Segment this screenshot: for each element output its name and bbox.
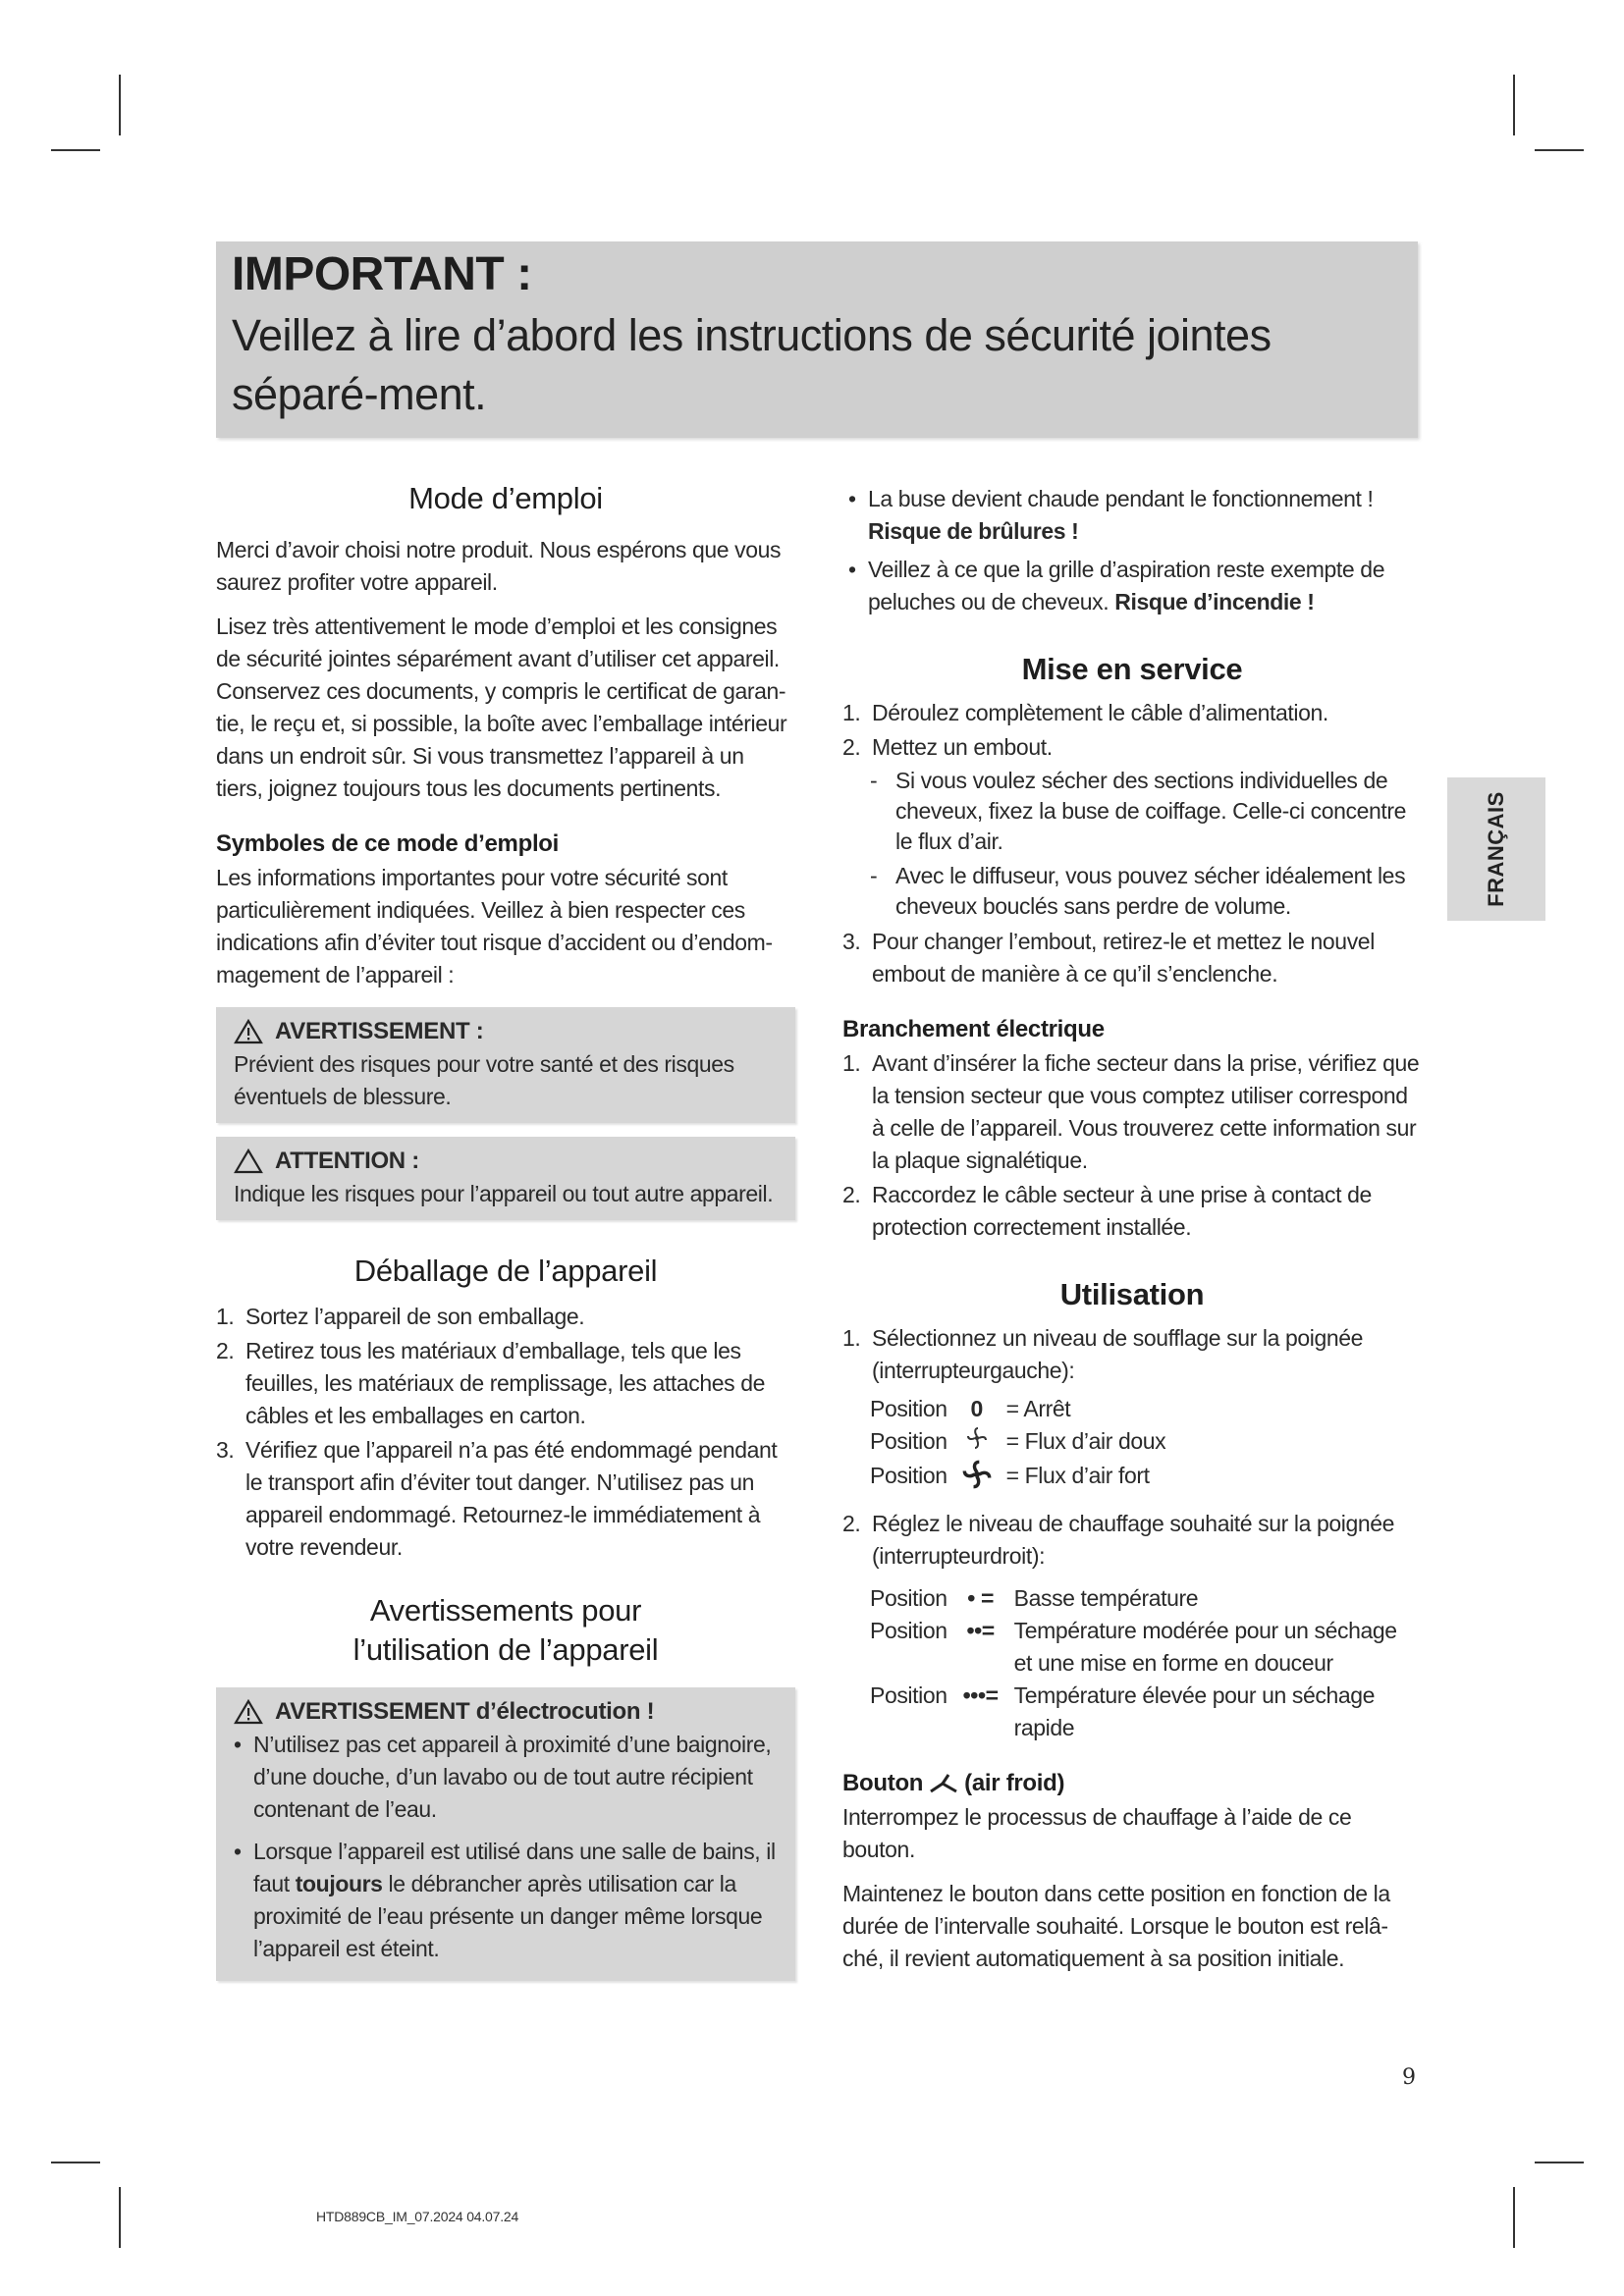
- left-column: [216, 481, 795, 1995]
- utilisation-list-2: [842, 1508, 1422, 1573]
- section-heading-mise-en-service: Mise en service: [1021, 652, 1243, 686]
- table-row: Position = Flux d’air doux: [870, 1425, 1173, 1460]
- list-item: 1. Déroulez complètement le câble d’alimentation.: [842, 700, 1328, 725]
- mise-en-service-list: [842, 697, 1422, 990]
- page-number: 9: [1402, 2065, 1416, 2090]
- table-row: Position = Flux d’air fort: [870, 1460, 1173, 1498]
- list-item: 1. Sélectionnez un niveau de soufflage sur la poignée (interrupteurgauche):: [842, 1325, 1364, 1383]
- utilisation-list: [842, 1322, 1422, 1387]
- section-heading-mode-emploi: Mode d’emploi: [408, 481, 603, 515]
- crop-mark: [119, 75, 121, 135]
- list-item: 2. Mettez un embout. - Si vous voulez sécher des sections individuelles de cheveux, fixez la buse de coiffage. Celle-ci concentre le flux d’air. - Avec le diffuseur, vous pouvez sécher idéalement les cheveux bouclés sans perdre de volume.: [842, 731, 1422, 922]
- table-row: Position • = Basse température: [870, 1582, 1415, 1615]
- important-banner: [216, 241, 1418, 438]
- crop-mark: [1513, 75, 1515, 135]
- electrocution-warning-title: AVERTISSEMENT d’électrocution !: [275, 1698, 655, 1725]
- list-item: 1. Avant d’insérer la fiche secteur dans la prise, vérifiez que la tension secteur que vous comptez utiliser correspond à celle de l’appareil. Vous trouverez cette information sur la plaque signalétique.: [842, 1050, 1420, 1173]
- crop-mark: [1535, 149, 1584, 151]
- crop-mark: [119, 2187, 121, 2248]
- list-item: • La buse devient chaude pendant le fonctionnement ! Risque de brûlures !: [848, 486, 1374, 544]
- warning-box-text: Prévient des risques pour votre santé et des risques éventuels de blessure.: [234, 1051, 734, 1109]
- fan-low-icon: [964, 1425, 990, 1451]
- footer-code: HTD889CB_IM_07.2024 04.07.24: [316, 2209, 519, 2224]
- section-heading-deballage: Déballage de l’appareil: [353, 1254, 658, 1288]
- heat-high-symbol: •••=: [962, 1682, 999, 1708]
- banner-title: IMPORTANT :: [232, 248, 532, 300]
- cold-air-icon: [929, 1772, 958, 1795]
- fan-position-table: [870, 1393, 1173, 1498]
- list-item: 3. Vérifiez que l’appareil n’a pas été endommagé pendant le transport afin d’éviter tout danger. N’utilisez pas un appareil endommagé. Retournez-le immédiatement à votre revendeur.: [216, 1437, 778, 1560]
- table-row: Position •••= Température élevée pour un séchage rapide: [870, 1680, 1415, 1744]
- bouton-paragraph-1: Interrompez le processus de chauffage à l’aide de ce bouton.: [842, 1804, 1352, 1862]
- off-symbol: 0: [970, 1396, 983, 1421]
- safety-bullets: [842, 483, 1422, 618]
- crop-mark: [51, 149, 100, 151]
- list-item: - Avec le diffuseur, vous pouvez sécher idéalement les cheveux bouclés sans perdre de volume.: [870, 863, 1406, 919]
- language-tab-label: FRANÇAIS: [1484, 791, 1508, 907]
- heat-low-symbol: • =: [967, 1585, 994, 1611]
- instructions-paragraph: Lisez très attentivement le mode d’emploi et les consignes de sécurité jointes séparément avant d’utiliser cet appareil. Conservez ces documents, y compris le certificat de garan-tie, le reçu et, si possible, la boîte avec l’emballage intérieur dans un endroit sûr. Si vous transmettez l’appareil à un tiers, joignez toujours tous les documents pertinents.: [216, 614, 787, 801]
- list-item: 2. Réglez le niveau de chauffage souhaité sur la poignée (interrupteurdroit):: [842, 1511, 1395, 1569]
- attention-box-title: ATTENTION :: [275, 1148, 419, 1174]
- attention-box: [216, 1137, 795, 1220]
- intro-paragraph: Merci d’avoir choisi notre produit. Nous espérons que vous saurez profiter votre appareil.: [216, 537, 782, 595]
- list-item: - Si vous voulez sécher des sections individuelles de cheveux, fixez la buse de coiffage. Celle-ci concentre le flux d’air.: [870, 768, 1407, 854]
- table-row: Position ••= Température modérée pour un séchage et une mise en forme en douceur: [870, 1615, 1415, 1680]
- branchement-list: [842, 1047, 1422, 1244]
- fan-high-icon: [962, 1460, 992, 1489]
- section-heading-avertissements: Avertissements pour l’utilisation de l’appareil: [352, 1593, 659, 1667]
- list-item: 3. Pour changer l’embout, retirez-le et mettez le nouvel embout de manière à ce qu’il s’enclenche.: [842, 929, 1375, 987]
- list-item: 1. Sortez l’appareil de son emballage.: [216, 1304, 585, 1329]
- warning-triangle-icon: [234, 1019, 263, 1044]
- section-heading-utilisation: Utilisation: [1059, 1277, 1205, 1311]
- crop-mark: [1535, 2162, 1584, 2163]
- subheading-branchement: Branchement électrique: [842, 1016, 1105, 1042]
- warning-triangle-icon: [234, 1699, 263, 1725]
- list-item: • Lorsque l’appareil est utilisé dans une salle de bains, il faut toujours le débrancher après utilisation car la proximité de l’eau présente un danger même lorsque l’appareil est éteint.: [234, 1839, 776, 1961]
- electrocution-warning-box: [216, 1687, 795, 1981]
- list-item: • N’utilisez pas cet appareil à proximité d’une baignoire, d’une douche, d’un lavabo ou de tout autre récipient contenant de l’eau.: [234, 1732, 772, 1822]
- language-tab: [1447, 777, 1545, 921]
- bouton-paragraph-2: Maintenez le bouton dans cette position en fonction de la durée de l’intervalle souhaité. Lorsque le bouton est relâ-ché, il revient automatiquement à sa position initiale.: [842, 1881, 1390, 1971]
- banner-subtitle: Veillez à lire d’abord les instructions de sécurité jointes séparé-ment.: [232, 310, 1272, 419]
- heat-position-table: [870, 1582, 1415, 1744]
- warning-box-title: AVERTISSEMENT :: [275, 1018, 484, 1044]
- list-item: 2. Retirez tous les matériaux d’emballage, tels que les feuilles, les matériaux de remplissage, les attaches de câbles et les emballages en carton.: [216, 1338, 766, 1428]
- list-item: 2. Raccordez le câble secteur à une prise à contact de protection correctement installée.: [842, 1182, 1372, 1240]
- caution-triangle-icon: [234, 1148, 263, 1174]
- deballage-list: [216, 1301, 795, 1564]
- table-row: Position 0 = Arrêt: [870, 1393, 1173, 1425]
- list-item: • Veillez à ce que la grille d’aspiration reste exempte de peluches ou de cheveux. Risque d’incendie !: [848, 557, 1385, 614]
- subheading-bouton: Bouton (air froid): [842, 1770, 1065, 1796]
- heat-medium-symbol: ••=: [966, 1618, 995, 1643]
- attention-box-text: Indique les risques pour l’appareil ou tout autre appareil.: [234, 1181, 774, 1206]
- right-column: [842, 483, 1422, 1987]
- subheading-symboles: Symboles de ce mode d’emploi: [216, 830, 560, 857]
- symbols-paragraph: Les informations importantes pour votre sécurité sont particulièrement indiquées. Veillez à bien respecter ces indications afin d’éviter tout risque d’accident ou d’endom-magement de l’appareil :: [216, 865, 773, 988]
- warning-box: [216, 1007, 795, 1123]
- crop-mark: [51, 2162, 100, 2163]
- crop-mark: [1513, 2187, 1515, 2248]
